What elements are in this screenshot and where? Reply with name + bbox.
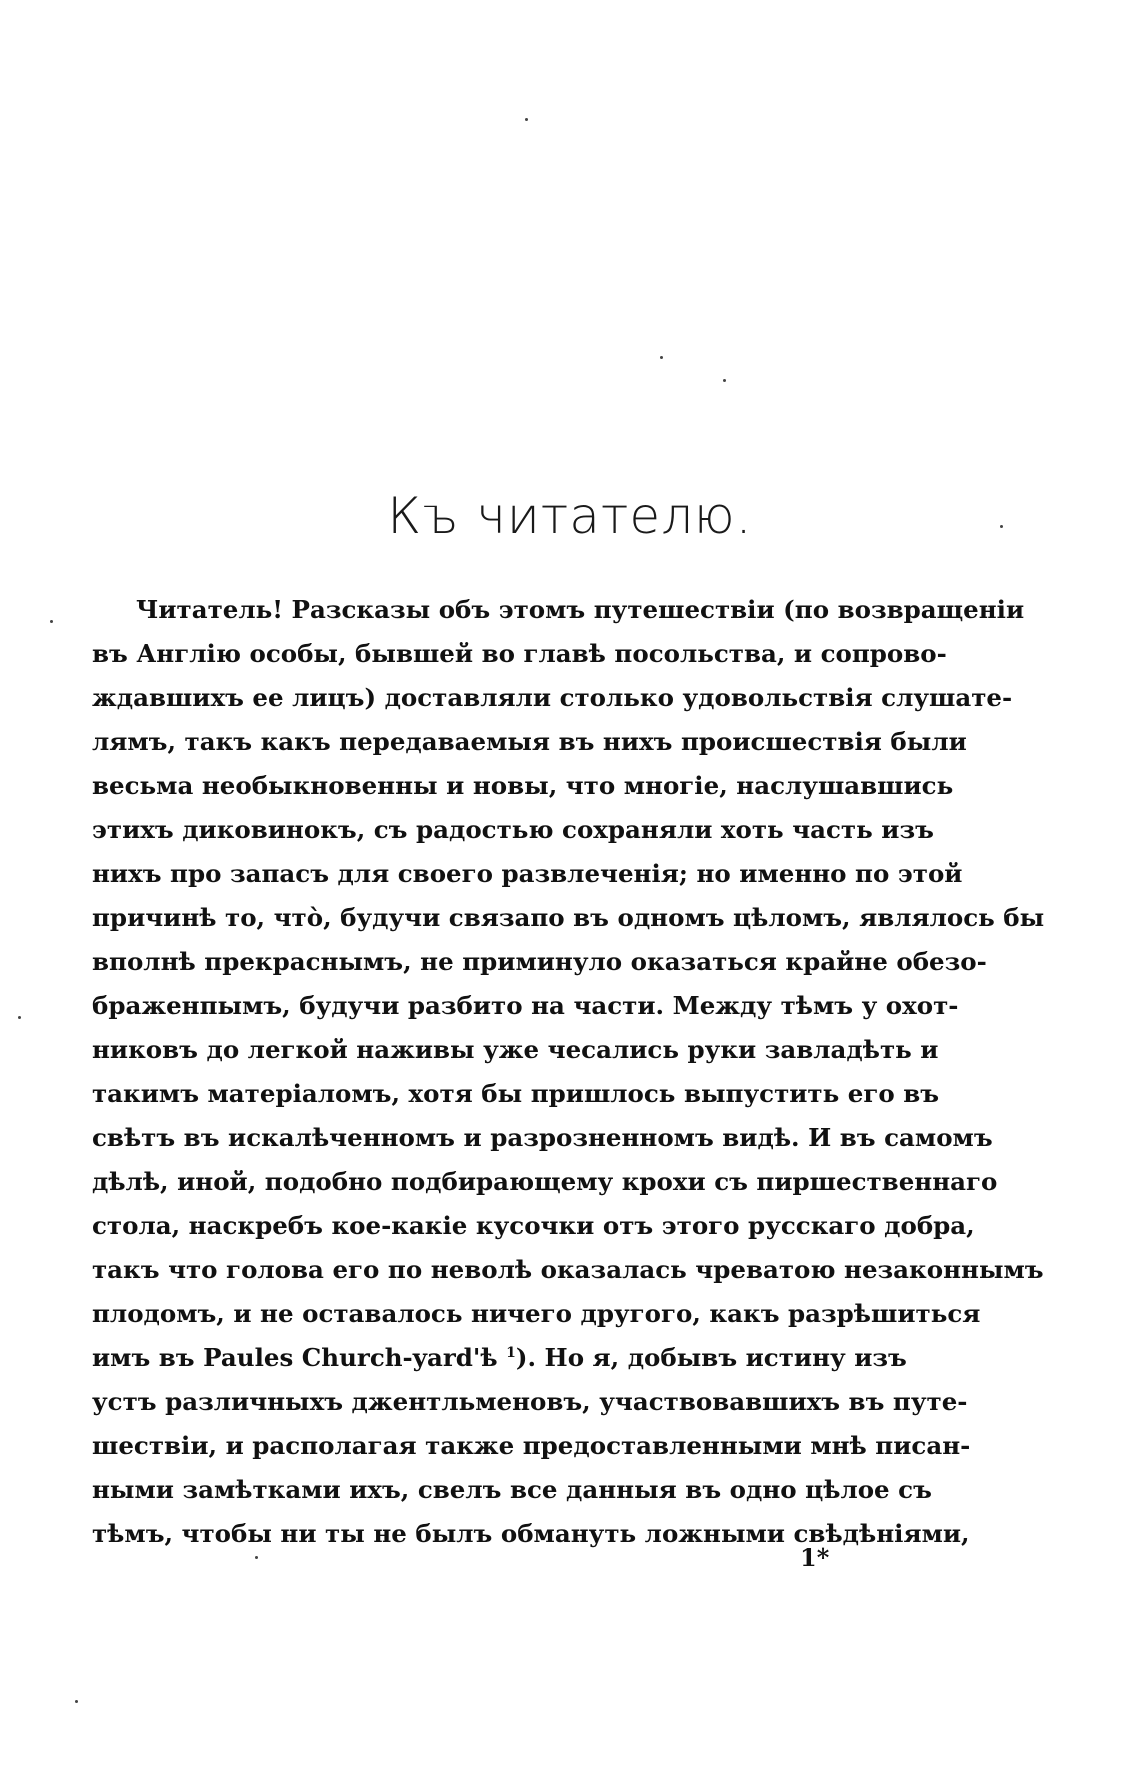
scan-speck bbox=[75, 1700, 78, 1703]
text-line: Читатель! Разсказы объ этомъ путешествіи (по возвращеніи bbox=[136, 595, 1025, 624]
scan-speck bbox=[525, 118, 528, 121]
text-line: ными замѣтками ихъ, свелъ все данныя въ одно цѣлое съ bbox=[92, 1475, 932, 1504]
scan-speck bbox=[18, 1016, 21, 1019]
text-line: никовъ до легкой наживы уже чесались руки завладѣть и bbox=[92, 1035, 939, 1064]
scan-speck bbox=[255, 1556, 258, 1559]
text-line: такъ что голова его по неволѣ оказалась чреватою незаконнымъ bbox=[92, 1255, 1044, 1284]
body-text bbox=[92, 588, 1045, 1556]
text-line: устъ различныхъ джентльменовъ, участвовавшихъ въ путе- bbox=[92, 1387, 968, 1416]
text-line-with-footnote bbox=[92, 1336, 907, 1380]
text-line: тѣмъ, чтобы ни ты не былъ обмануть ложными свѣдѣніями, bbox=[92, 1519, 970, 1548]
text-line: причинѣ то, что̀, будучи связапо въ одномъ цѣломъ, являлось бы bbox=[92, 903, 1045, 932]
text-line: нихъ про запасъ для своего развлеченія; но именно по этой bbox=[92, 859, 963, 888]
text-line: свѣтъ въ искалѣченномъ и разрозненномъ видѣ. И въ самомъ bbox=[92, 1123, 993, 1152]
scan-speck bbox=[1000, 525, 1003, 528]
text-segment: ). Но я, добывъ истину изъ bbox=[515, 1343, 907, 1372]
text-line: весьма необыкновенны и новы, что многіе, наслушавшись bbox=[92, 771, 954, 800]
scan-speck bbox=[723, 379, 726, 382]
text-line: въ Англію особы, бывшей во главѣ посольства, и сопрово- bbox=[92, 639, 947, 668]
text-line: ждавшихъ ее лицъ) доставляли столько удовольствія слушате- bbox=[92, 683, 1013, 712]
printer-signature-mark: 1* bbox=[800, 1543, 830, 1572]
text-line: стола, наскребъ кое-какіе кусочки отъ этого русскаго добра, bbox=[92, 1211, 975, 1240]
text-line: такимъ матеріаломъ, хотя бы пришлось выпустить его въ bbox=[92, 1079, 940, 1108]
text-line: вполнѣ прекраснымъ, не приминуло оказаться крайне обезо- bbox=[92, 947, 987, 976]
scan-speck bbox=[660, 356, 663, 359]
scan-speck bbox=[50, 620, 53, 623]
page-heading: Къ читателю. bbox=[387, 487, 753, 545]
text-line: этихъ диковинокъ, съ радостью сохраняли хоть часть изъ bbox=[92, 815, 934, 844]
text-line: лямъ, такъ какъ передаваемыя въ нихъ происшествія были bbox=[92, 727, 967, 756]
text-line: браженпымъ, будучи разбито на части. Между тѣмъ у охот- bbox=[92, 991, 959, 1020]
footnote-ref[interactable]: 1 bbox=[506, 1344, 516, 1361]
text-segment: имъ въ Paules Church-yard'ѣ bbox=[92, 1343, 498, 1372]
text-line: плодомъ, и не оставалось ничего другого, какъ разрѣшиться bbox=[92, 1299, 981, 1328]
text-line: шествіи, и располагая также предоставленными мнѣ писан- bbox=[92, 1431, 971, 1460]
text-line: дѣлѣ, иной, подобно подбирающему крохи съ пиршественнаго bbox=[92, 1167, 998, 1196]
